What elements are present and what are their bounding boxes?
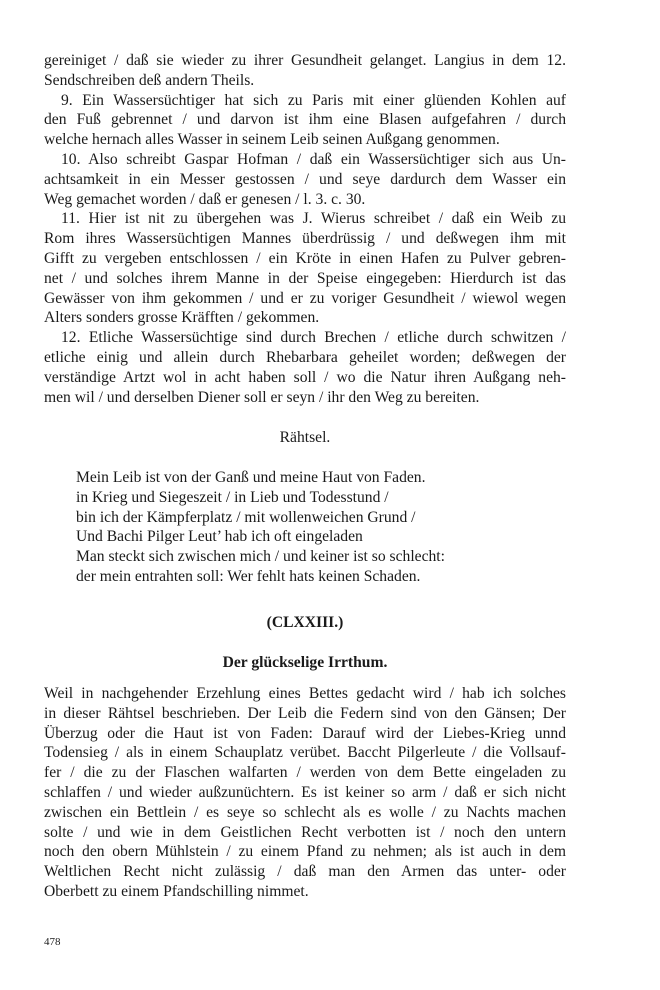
text-line: Gifft zu vergeben entschlossen / ein Kröte in einen Hafen zu Pulver gebren-	[44, 249, 566, 267]
text-line: in dieser Rähtsel beschrieben. Der Leib die Federn sind von den Gänsen; Der	[44, 704, 566, 722]
chapter-number: (CLXXIII.)	[266, 614, 344, 631]
text-line: net / und solches ihrem Manne in der Speise eingegeben: Hierdurch ist das	[44, 269, 566, 287]
text-line: noch den obern Mühlstein / zu einem Pfand zu nehmen; als ist auch in dem	[44, 843, 566, 861]
poem-line: bin ich der Kämpferplatz / mit wollenweichen Grund /	[76, 508, 416, 526]
text-line: den Fuß gebrennet / und darvon ist ihm eine Blasen aufgefahren / durch	[44, 111, 566, 129]
text-line: zwischen ein Bettlein / es seye so schlecht als es wolle / zu Nachts machen	[44, 803, 566, 821]
text-line: 12. Etliche Wassersüchtige sind durch Brechen / etliche durch schwitzen /	[61, 329, 566, 347]
poem-line: in Krieg und Siegeszeit / in Lieb und Todesstund /	[76, 488, 389, 506]
text-line: verständige Artzt wol in acht haben soll / wo die Natur ihren Außgang neh-	[44, 368, 566, 386]
page-number: 478	[44, 936, 61, 948]
text-line: Rom ihres Wassersüchtigen Mannes überdrüssig / und deßwegen ihm mit	[44, 230, 566, 248]
body-text-section-2	[44, 684, 566, 902]
text-line: etliche einig und allein durch Rhebarbara geheilet worden; deßwegen der	[44, 348, 566, 366]
text-line: Weil in nachgehender Erzehlung eines Bettes gedacht wird / hab ich solches	[44, 685, 566, 702]
riddle-poem	[76, 468, 566, 587]
text-line: gereiniget / daß sie wieder zu ihrer Gesundheit gelanget. Langius in dem 12.	[44, 52, 566, 69]
poem-line: Und Bachi Pilger Leut’ hab ich oft eingeladen	[76, 528, 363, 546]
poem-line: der mein entrahten soll: Wer fehlt hats keinen Schaden.	[76, 567, 421, 585]
poem-line: Mein Leib ist von der Ganß und meine Haut von Faden.	[76, 469, 426, 486]
text-line: 9. Ein Wassersüchtiger hat sich zu Paris mit einer glüenden Kohlen auf	[61, 91, 566, 109]
text-line: schlaffen / und wieder außzunüchtern. Es ist keiner so arm / daß er sich nicht	[44, 783, 566, 801]
text-line: Weg gemachet worden / daß er genesen / l. 3. c. 30.	[44, 190, 366, 208]
text-line: 11. Hier ist nit zu übergehen was J. Wierus schreibet / daß ein Weib zu	[61, 210, 566, 228]
text-line: achtsamkeit in ein Messer gestossen / und seye dardurch dem Wasser ein	[44, 170, 566, 188]
text-line: Sendschreiben deß andern Theils.	[44, 71, 255, 89]
text-line: Alters sonders grosse Kräfften / gekommen.	[44, 309, 320, 327]
text-line: welche hernach alles Wasser in seinem Leib seinen Außgang genommen.	[44, 131, 500, 149]
body-text-section-1	[44, 51, 566, 407]
text-line: Oberbett zu einem Pfandschilling nimmet.	[44, 882, 309, 900]
text-line: Todensieg / als in einem Schauplatz verübet. Baccht Pilgerleute / die Vollsauf-	[44, 744, 566, 762]
text-line: Weltlichen Recht nicht zulässig / daß man den Armen das unter- oder	[44, 863, 566, 881]
text-line: Überzug oder die Haut ist von Faden: Darauf wird der Liebes-Krieg unnd	[44, 724, 566, 742]
text-line: Gewässer von ihm gekommen / und er zu voriger Gesundheit / wiewol wegen	[44, 289, 566, 307]
text-line: fer / die zu der Flaschen walfarten / werden von dem Bette eingeladen zu	[44, 764, 566, 782]
riddle-heading: Rähtsel.	[279, 429, 331, 446]
text-line: men wil / und derselben Diener soll er seyn / ihr den Weg zu bereiten.	[44, 388, 480, 406]
text-line: solte / und wie in dem Geistlichen Recht verbotten ist / noch den untern	[44, 823, 566, 841]
text-line: 10. Also schreibt Gaspar Hofman / daß ein Wassersüchtiger sich aus Un-	[61, 150, 566, 168]
poem-line: Man steckt sich zwischen mich / und keiner ist so schlecht:	[76, 548, 445, 566]
chapter-title: Der glückselige Irrthum.	[222, 654, 388, 671]
